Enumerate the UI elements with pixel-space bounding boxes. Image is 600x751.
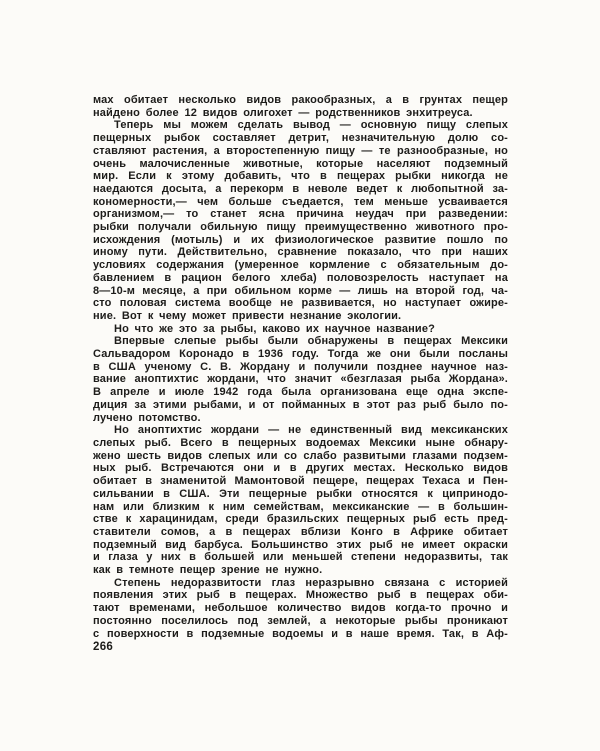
text-line: иному пути. Действительно, сравнение показало, что при наших <box>93 246 508 259</box>
text-line: и глаза у них в большей или меньшей степени недоразвиты, так <box>93 551 508 564</box>
page-number: 266 <box>93 641 114 653</box>
text-line: бавлением в рацион белого хлеба) половозрелость наступает на <box>93 271 508 284</box>
text-line: ние. Вот к чему может привести незнание экологии. <box>93 309 402 322</box>
text-line: вание аноптихтис жордани, что значит «безглазая рыба Жордана». <box>93 373 508 386</box>
text-block <box>93 94 508 640</box>
text-line: организмом,— то станет ясна причина неудач при разведении: <box>93 208 508 221</box>
text-line: Но аноптихтис жордани — не единственный вид мексиканских <box>114 424 508 437</box>
text-line: рыбки получали обильную пищу преимущественно животного про- <box>93 221 508 234</box>
text-line: Сальвадором Коронадо в 1936 году. Тогда же они были посланы <box>93 348 508 361</box>
text-line: с поверхности в подземные водоемы и в наше время. Так, в Аф- <box>93 627 508 640</box>
text-line: ных рыб. Встречаются они и в других местах. Несколько видов <box>93 462 508 475</box>
text-line: диция за этими рыбами, и от пойманных в этот раз рыб было по- <box>93 398 508 411</box>
text-line: сильвании в США. Эти пещерные рыбки относятся к ципринодо- <box>93 487 508 500</box>
text-line: ставляют растения, а второстепенную пищу — те разнообразные, но <box>93 144 508 157</box>
text-line: наедаются досыта, а перекорм в неволе ведет к любопытной за- <box>93 182 508 195</box>
text-line: Степень недоразвитости глаз неразрывно связана с историей <box>114 576 508 589</box>
text-line: появления этих рыб в пещерах. Множество рыб в пещерах оби- <box>93 589 508 602</box>
text-line: ставители сомов, а в пещерах вблизи Конго в Африке обитает <box>93 525 508 538</box>
text-line: пещерных рыбок составляет детрит, незначительную долю со- <box>93 132 508 145</box>
text-line: жено шесть видов слепых или со слабо развитыми глазами подзем- <box>93 449 508 462</box>
text-line: слепых рыб. Всего в пещерных водоемах Мексики ныне обнару- <box>93 436 508 449</box>
text-line: нам или близким к ним семействам, мексиканские — в большин- <box>93 500 508 513</box>
text-line: обитает в знаменитой Мамонтовой пещере, пещерах Техаса и Пен- <box>93 475 508 488</box>
text-line: сто половая система вообще не развивается, но наступает ожире- <box>93 297 508 310</box>
text-line: как в темноте пещер зрение не нужно. <box>93 564 323 577</box>
text-line: Но что же это за рыбы, каково их научное название? <box>114 322 435 335</box>
text-line: очень малочисленные животные, которые населяют подземный <box>93 157 508 170</box>
text-line: условиях содержания (умеренное кормление с обязательным до- <box>93 259 508 272</box>
text-line: найдено более 12 видов олигохет — родственников энхитреуса. <box>93 106 473 119</box>
text-line: подземный вид барбуса. Большинство этих рыб не имеет окраски <box>93 538 508 551</box>
text-line: мир. Если к этому добавить, что в пещерах рыбки никогда не <box>93 170 508 183</box>
text-line: Впервые слепые рыбы были обнаружены в пещерах Мексики <box>114 335 508 348</box>
text-line: тают временами, небольшое количество видов когда-то прочно и <box>93 602 508 615</box>
text-line: 8—10-м месяце, а при обильном корме — лишь на второй год, ча- <box>93 284 508 297</box>
text-line: лучено потомство. <box>93 411 201 424</box>
text-line: мах обитает несколько видов ракообразных, а в грунтах пещер <box>93 94 508 106</box>
text-line: кономерности,— чем больше съедается, тем меньше усваивается <box>93 195 508 208</box>
text-line: В апреле и июле 1942 года была организована еще одна экспе- <box>93 386 508 399</box>
text-line: постоянно поселилось под землей, а некоторые рыбы проникают <box>93 614 508 627</box>
text-line: Теперь мы можем сделать вывод — основную пищу слепых <box>114 119 508 132</box>
text-line: в США ученому С. В. Жордану и получили позднее научное наз- <box>93 360 508 373</box>
text-line: стве к харацинидам, среди бразильских пещерных рыб есть пред- <box>93 513 508 526</box>
text-line: исхождения (мотыль) и их физиологическое развитие пошло по <box>93 233 508 246</box>
